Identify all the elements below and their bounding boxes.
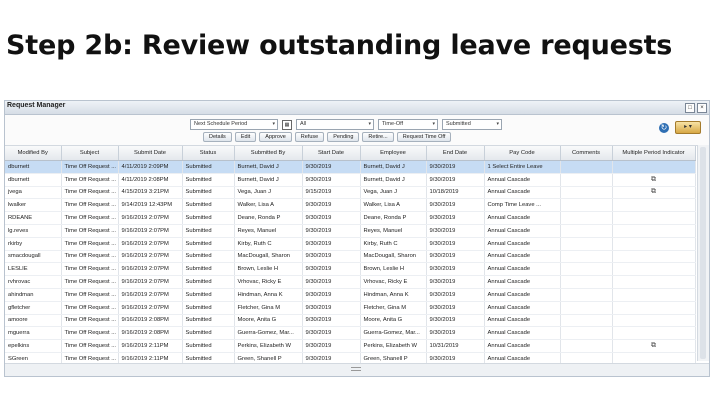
table-cell xyxy=(612,161,695,174)
table-cell: Burnett, David J xyxy=(234,161,302,174)
close-icon[interactable]: × xyxy=(697,103,707,113)
table-row[interactable] xyxy=(5,301,695,314)
table-cell xyxy=(560,212,612,225)
table-cell: 9/30/2019 xyxy=(302,212,360,225)
table-cell: Annual Cascade xyxy=(484,314,560,327)
table-cell: 9/15/2019 xyxy=(302,186,360,199)
table-cell: 9/16/2019 2:07PM xyxy=(118,212,182,225)
table-cell: 9/16/2019 2:07PM xyxy=(118,288,182,301)
table-cell: 9/16/2019 2:07PM xyxy=(118,263,182,276)
table-cell: Time Off Request ... xyxy=(61,250,118,263)
table-cell: Hindman, Anna K xyxy=(360,288,426,301)
table-cell: Walker, Lisa A xyxy=(234,199,302,212)
table-cell: Time Off Request ... xyxy=(61,352,118,365)
table-row[interactable] xyxy=(5,288,695,301)
status-select[interactable]: Submitted ▾ xyxy=(442,119,502,130)
table-cell xyxy=(560,173,612,186)
table-cell: Time Off Request ... xyxy=(61,186,118,199)
table-cell: gfletcher xyxy=(5,301,61,314)
table-cell: 9/30/2019 xyxy=(426,224,484,237)
table-cell: jvega xyxy=(5,186,61,199)
table-cell: 10/31/2019 xyxy=(426,340,484,353)
table-cell: 9/30/2019 xyxy=(426,314,484,327)
table-cell: Kirby, Ruth C xyxy=(234,237,302,250)
table-cell: 9/30/2019 xyxy=(302,327,360,340)
table-cell: 9/30/2019 xyxy=(302,237,360,250)
table-cell: Annual Cascade xyxy=(484,352,560,365)
period-select[interactable]: Next Schedule Period ▾ xyxy=(190,119,278,130)
table-row[interactable] xyxy=(5,314,695,327)
table-row[interactable] xyxy=(5,276,695,289)
table-row[interactable] xyxy=(5,199,695,212)
table-row[interactable] xyxy=(5,327,695,340)
table-cell: 4/11/2019 2:09PM xyxy=(118,161,182,174)
table-cell: 9/14/2019 12:43PM xyxy=(118,199,182,212)
retire-button[interactable]: Retire... xyxy=(362,132,393,142)
table-cell: Walker, Lisa A xyxy=(360,199,426,212)
table-cell: 9/30/2019 xyxy=(426,161,484,174)
table-cell xyxy=(560,161,612,174)
table-cell: Submitted xyxy=(182,237,234,250)
table-cell: 9/30/2019 xyxy=(302,250,360,263)
column-header[interactable]: Modified By xyxy=(5,146,61,161)
table-cell: Guerra-Gomez, Mar... xyxy=(234,327,302,340)
table-cell xyxy=(612,327,695,340)
table-cell xyxy=(612,237,695,250)
table-cell: MacDougall, Sharon xyxy=(234,250,302,263)
table-cell: Annual Cascade xyxy=(484,186,560,199)
table-cell: Time Off Request ... xyxy=(61,263,118,276)
table-body xyxy=(5,161,695,366)
table-cell: 9/30/2019 xyxy=(302,161,360,174)
table-cell: Annual Cascade xyxy=(484,250,560,263)
table-cell: LESLIE xyxy=(5,263,61,276)
calendar-icon[interactable]: ▦ xyxy=(282,120,292,130)
table-cell: Comp Time Leave ... xyxy=(484,199,560,212)
table-cell xyxy=(560,224,612,237)
table-cell xyxy=(560,327,612,340)
table-cell xyxy=(612,263,695,276)
table-row[interactable] xyxy=(5,340,695,353)
column-header[interactable]: Employee xyxy=(360,146,426,161)
table-cell: Time Off Request ... xyxy=(61,199,118,212)
table-cell: 9/30/2019 xyxy=(302,199,360,212)
table-cell: 9/30/2019 xyxy=(426,263,484,276)
table-cell: 9/30/2019 xyxy=(426,276,484,289)
table-cell: Time Off Request ... xyxy=(61,224,118,237)
table-cell: mguerra xyxy=(5,327,61,340)
table-cell: 9/30/2019 xyxy=(426,250,484,263)
table-cell: 9/16/2019 2:11PM xyxy=(118,352,182,365)
table-cell xyxy=(612,212,695,225)
table-cell: 10/18/2019 xyxy=(426,186,484,199)
table-cell: MacDougall, Sharon xyxy=(360,250,426,263)
column-header[interactable]: Start Date xyxy=(302,146,360,161)
pending-button[interactable]: Pending xyxy=(327,132,359,142)
table-cell xyxy=(612,250,695,263)
table-cell: 9/30/2019 xyxy=(302,340,360,353)
table-cell: Annual Cascade xyxy=(484,212,560,225)
column-header[interactable]: Multiple Period Indicator xyxy=(612,146,695,161)
table-cell: Annual Cascade xyxy=(484,327,560,340)
table-cell: Vega, Juan J xyxy=(234,186,302,199)
table-row[interactable] xyxy=(5,173,695,186)
table-cell: 9/30/2019 xyxy=(426,237,484,250)
table-header-row xyxy=(5,146,695,161)
table-cell xyxy=(560,288,612,301)
table-cell: Annual Cascade xyxy=(484,340,560,353)
table-cell: 9/30/2019 xyxy=(302,173,360,186)
table-cell: Annual Cascade xyxy=(484,237,560,250)
table-cell: Moore, Anita G xyxy=(234,314,302,327)
toolbar xyxy=(5,115,709,146)
table-cell: Deane, Ronda P xyxy=(234,212,302,225)
table-cell: 9/30/2019 xyxy=(426,212,484,225)
table-cell: 9/16/2019 2:08PM xyxy=(118,314,182,327)
table-cell: Submitted xyxy=(182,161,234,174)
table-cell: 9/30/2019 xyxy=(426,327,484,340)
table-cell: Guerra-Gomez, Mar... xyxy=(360,327,426,340)
table-cell: Green, Shanell P xyxy=(234,352,302,365)
table-cell: 9/30/2019 xyxy=(302,288,360,301)
edit-button[interactable]: Edit xyxy=(235,132,256,142)
request-manager-window xyxy=(4,100,710,377)
table-cell: 9/16/2019 2:11PM xyxy=(118,340,182,353)
request-table xyxy=(5,146,696,366)
column-header[interactable]: Pay Code xyxy=(484,146,560,161)
table-row[interactable] xyxy=(5,263,695,276)
table-cell: rvhrovac xyxy=(5,276,61,289)
filter-row xyxy=(190,119,502,130)
window-titlebar xyxy=(5,101,709,115)
table-cell: lwalker xyxy=(5,199,61,212)
table-cell xyxy=(560,250,612,263)
restore-icon[interactable]: □ xyxy=(685,103,695,113)
table-cell: Vrhovac, Ricky E xyxy=(360,276,426,289)
table-cell: Burnett, David J xyxy=(360,173,426,186)
table-cell xyxy=(612,301,695,314)
table-cell: 9/16/2019 2:07PM xyxy=(118,276,182,289)
table-cell: Submitted xyxy=(182,352,234,365)
table-cell: dburnett xyxy=(5,161,61,174)
table-cell: Annual Cascade xyxy=(484,301,560,314)
table-cell: Time Off Request ... xyxy=(61,276,118,289)
table-cell: 9/30/2019 xyxy=(302,224,360,237)
table-cell: Annual Cascade xyxy=(484,224,560,237)
bottom-bar xyxy=(5,363,709,376)
table-row[interactable] xyxy=(5,250,695,263)
table-cell: Fletcher, Gina M xyxy=(234,301,302,314)
table-cell: Annual Cascade xyxy=(484,288,560,301)
table-cell: Vega, Juan J xyxy=(360,186,426,199)
table-cell: Hindman, Anna K xyxy=(234,288,302,301)
table-cell xyxy=(560,301,612,314)
table-cell xyxy=(612,276,695,289)
table-cell: 9/30/2019 xyxy=(302,276,360,289)
table-cell xyxy=(560,314,612,327)
column-header[interactable]: Status xyxy=(182,146,234,161)
table-cell: Submitted xyxy=(182,314,234,327)
table-cell: Annual Cascade xyxy=(484,173,560,186)
table-cell: lg.reves xyxy=(5,224,61,237)
table-cell: 9/30/2019 xyxy=(426,173,484,186)
filter-all-select[interactable]: All ▾ xyxy=(296,119,374,130)
table-cell xyxy=(612,314,695,327)
column-header[interactable]: Submit Date xyxy=(118,146,182,161)
table-cell: Reyes, Manuel xyxy=(360,224,426,237)
table-cell xyxy=(612,199,695,212)
table-cell: Time Off Request ... xyxy=(61,212,118,225)
table-cell: Submitted xyxy=(182,340,234,353)
table-row[interactable] xyxy=(5,161,695,174)
details-button[interactable]: Details xyxy=(203,132,232,142)
table-cell: 9/16/2019 2:07PM xyxy=(118,237,182,250)
table-cell: Annual Cascade xyxy=(484,263,560,276)
table-cell: Submitted xyxy=(182,186,234,199)
table-cell: RDEANE xyxy=(5,212,61,225)
table-cell: 9/30/2019 xyxy=(426,301,484,314)
table-row[interactable] xyxy=(5,186,695,199)
table-cell: 9/30/2019 xyxy=(426,199,484,212)
approve-button[interactable]: Approve xyxy=(259,132,292,142)
table-cell: Perkins, Elizabeth W xyxy=(234,340,302,353)
window-title: Request Manager xyxy=(7,102,66,109)
table-cell: Submitted xyxy=(182,250,234,263)
table-cell: Kirby, Ruth C xyxy=(360,237,426,250)
table-cell: Submitted xyxy=(182,199,234,212)
table-cell: Vrhovac, Ricky E xyxy=(234,276,302,289)
scrollbar-thumb[interactable] xyxy=(700,147,706,359)
table-cell: Time Off Request ... xyxy=(61,314,118,327)
table-cell: 4/15/2019 3:21PM xyxy=(118,186,182,199)
table-cell: Submitted xyxy=(182,327,234,340)
column-header[interactable]: Subject xyxy=(61,146,118,161)
slide-title: Step 2b: Review outstanding leave requests xyxy=(6,30,673,61)
table-cell: Perkins, Elizabeth W xyxy=(360,340,426,353)
table-cell: Burnett, David J xyxy=(360,161,426,174)
table-cell xyxy=(560,263,612,276)
export-button[interactable]: ▸ ▾ xyxy=(675,121,701,134)
request-time-off-button[interactable]: Request Time Off xyxy=(397,132,452,142)
multi-period-icon: ⧉ xyxy=(612,173,695,186)
table-cell: 9/30/2019 xyxy=(302,352,360,365)
refresh-icon[interactable]: ↻ xyxy=(660,123,668,132)
table-cell: 9/30/2019 xyxy=(302,263,360,276)
table-cell: dburnett xyxy=(5,173,61,186)
table-cell: Time Off Request ... xyxy=(61,340,118,353)
table-cell: SGreen xyxy=(5,352,61,365)
table-cell: Submitted xyxy=(182,224,234,237)
table-cell: Brown, Leslie H xyxy=(360,263,426,276)
table-cell: Deane, Ronda P xyxy=(360,212,426,225)
table-cell: Submitted xyxy=(182,276,234,289)
table-cell: 9/30/2019 xyxy=(426,288,484,301)
table-cell: 9/30/2019 xyxy=(302,314,360,327)
vertical-scrollbar[interactable] xyxy=(697,145,709,361)
table-cell: 9/30/2019 xyxy=(302,301,360,314)
table-cell xyxy=(560,237,612,250)
table-cell: 9/16/2019 2:08PM xyxy=(118,327,182,340)
table-cell: Submitted xyxy=(182,301,234,314)
table-cell xyxy=(612,224,695,237)
table-cell xyxy=(560,340,612,353)
table-cell xyxy=(560,276,612,289)
table-cell: Fletcher, Gina M xyxy=(360,301,426,314)
table-cell: Submitted xyxy=(182,263,234,276)
table-cell: Annual Cascade xyxy=(484,276,560,289)
table-cell: 1 Select Entire Leave xyxy=(484,161,560,174)
table-cell: amoore xyxy=(5,314,61,327)
table-cell: Burnett, David J xyxy=(234,173,302,186)
column-header[interactable]: Submitted By xyxy=(234,146,302,161)
window-controls xyxy=(685,103,707,113)
table-cell: Time Off Request ... xyxy=(61,288,118,301)
table-cell: Brown, Leslie H xyxy=(234,263,302,276)
table-cell: ahindman xyxy=(5,288,61,301)
table-cell: 9/16/2019 2:07PM xyxy=(118,250,182,263)
table-cell: Submitted xyxy=(182,288,234,301)
multi-period-icon: ⧉ xyxy=(612,186,695,199)
table-cell: Submitted xyxy=(182,212,234,225)
splitter-handle[interactable] xyxy=(351,367,361,371)
table-cell: epelkins xyxy=(5,340,61,353)
table-cell: Time Off Request ... xyxy=(61,237,118,250)
table-row[interactable] xyxy=(5,212,695,225)
table-cell: Time Off Request ... xyxy=(61,173,118,186)
table-cell: 9/16/2019 2:07PM xyxy=(118,224,182,237)
table-cell: rkirby xyxy=(5,237,61,250)
column-header[interactable]: End Date xyxy=(426,146,484,161)
column-header[interactable]: Comments xyxy=(560,146,612,161)
type-select[interactable]: Time-Off ▾ xyxy=(378,119,438,130)
table-cell: Submitted xyxy=(182,173,234,186)
table-cell: 4/11/2019 2:08PM xyxy=(118,173,182,186)
table-cell: 9/30/2019 xyxy=(426,352,484,365)
table-row[interactable] xyxy=(5,237,695,250)
table-row[interactable] xyxy=(5,224,695,237)
refuse-button[interactable]: Refuse xyxy=(295,132,324,142)
table-cell xyxy=(560,186,612,199)
table-cell: Time Off Request ... xyxy=(61,301,118,314)
table-cell: smacdougall xyxy=(5,250,61,263)
table-cell: Time Off Request ... xyxy=(61,161,118,174)
table-cell xyxy=(560,199,612,212)
action-buttons xyxy=(203,132,451,142)
table-cell: Moore, Anita G xyxy=(360,314,426,327)
multi-period-icon: ⧉ xyxy=(612,340,695,353)
table-cell: 9/16/2019 2:07PM xyxy=(118,301,182,314)
table-cell xyxy=(612,288,695,301)
table-cell: Reyes, Manuel xyxy=(234,224,302,237)
table-cell: Green, Shanell P xyxy=(360,352,426,365)
table-cell: Time Off Request ... xyxy=(61,327,118,340)
